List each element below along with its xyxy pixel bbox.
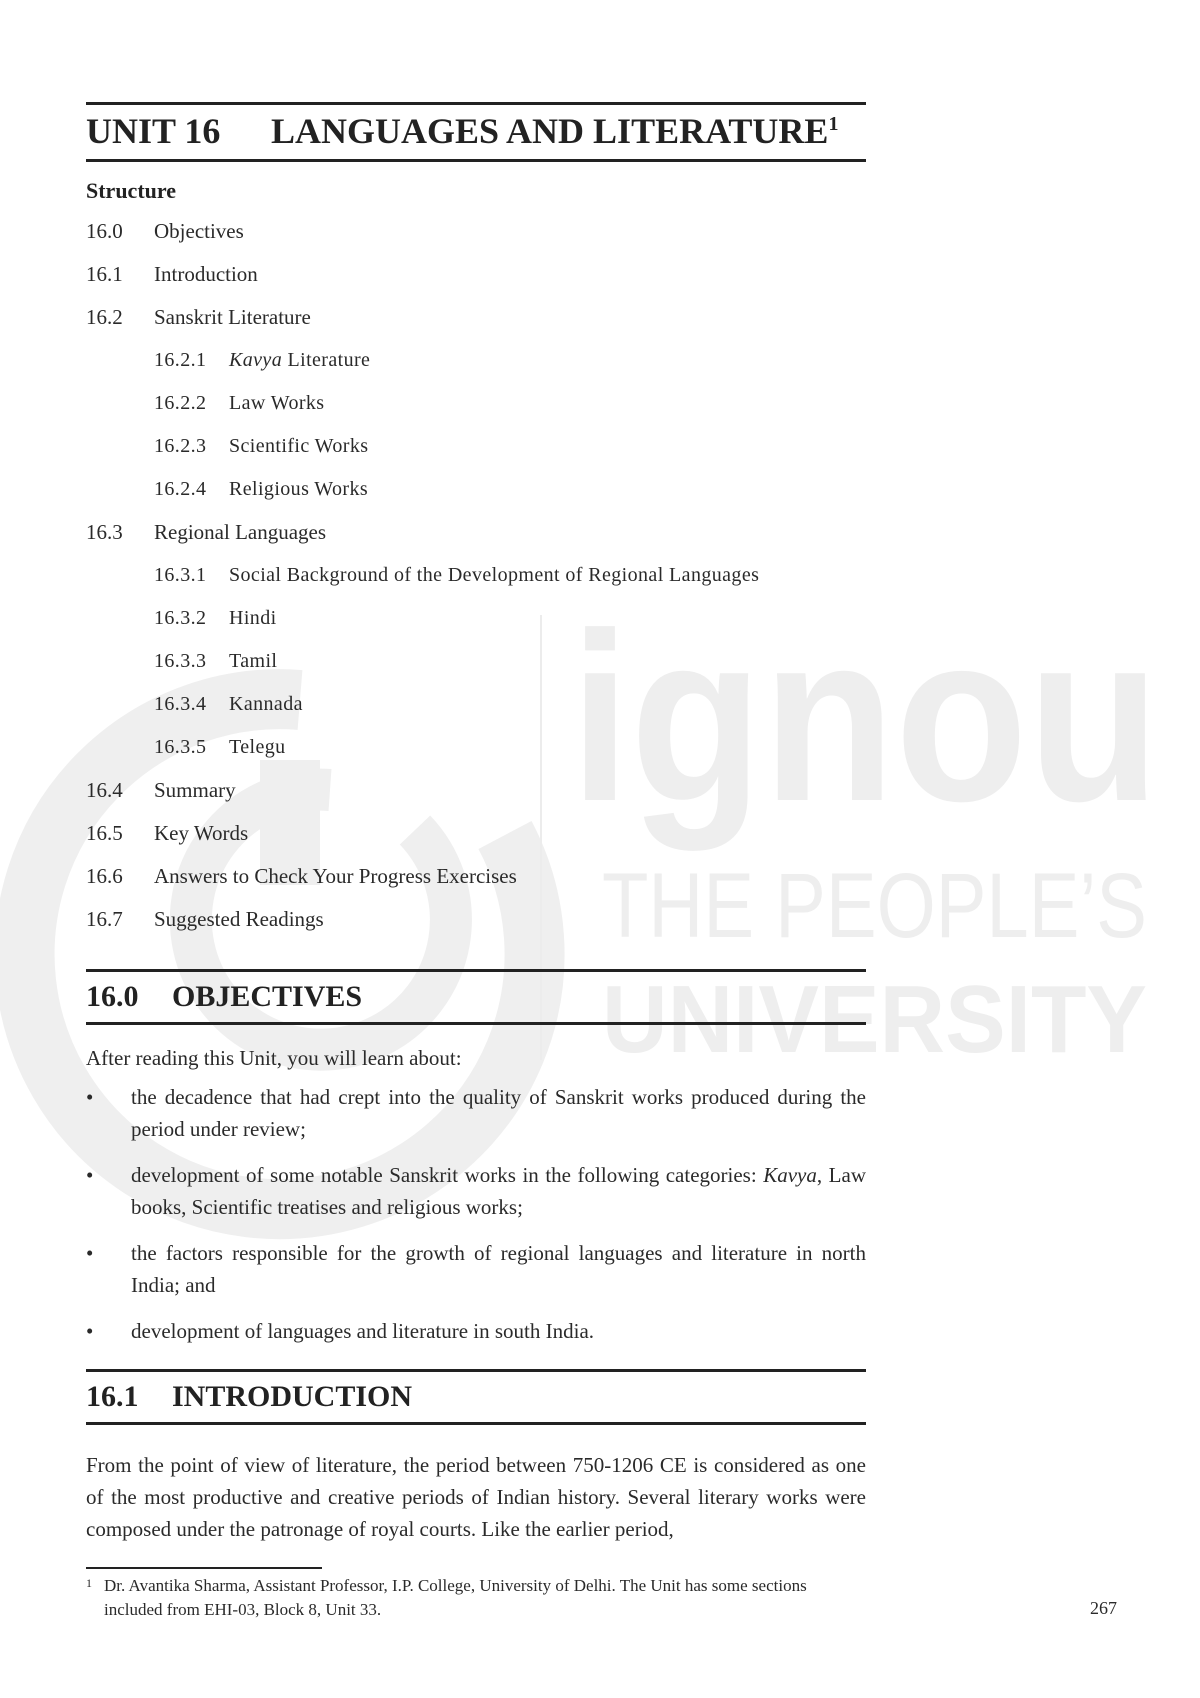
toc-subitem: 16.2.2 Law Works <box>154 392 325 414</box>
unit-title: LANGUAGES AND LITERATURE$^1$ <box>271 111 839 151</box>
page-number: 267 <box>1090 1598 1117 1618</box>
footnote <box>86 1574 866 1622</box>
toc-subitem: 16.3.4 Kannada <box>154 693 303 715</box>
toc-subitem: 16.2.1 Kavya Literature <box>154 349 371 371</box>
toc-item: 16.1 Introduction <box>86 262 258 286</box>
objectives-list <box>86 1081 866 1347</box>
objective-item: • development of some notable Sanskrit works in the following categories: Kavya, Law books, Scientific treatises and religious works; <box>86 1163 866 1219</box>
objective-item: • the decadence that had crept into the quality of Sanskrit works produced during the period under review; <box>86 1085 866 1141</box>
introduction-heading: 16.1 INTRODUCTION <box>86 1369 866 1425</box>
unit-heading <box>86 102 866 162</box>
toc-subitem: 16.2.4 Religious Works <box>154 478 369 500</box>
toc-subitem: 16.3.2 Hindi <box>154 607 277 629</box>
toc-item: 16.2 Sanskrit Literature <box>86 305 311 329</box>
toc-item: 16.6 Answers to Check Your Progress Exercises <box>86 864 517 888</box>
introduction-body: From the point of view of literature, the period between 750-1206 CE is considered as one of the most productive and creative periods of Indian history. Several literary works were composed under the patronage of royal courts. Like the earlier period, <box>86 1453 866 1541</box>
objective-item: • the factors responsible for the growth of regional languages and literature in north India; and <box>86 1241 866 1297</box>
toc-subitem: 16.3.1 Social Background of the Development of Regional Languages <box>154 564 760 586</box>
toc-item: 16.0 Objectives <box>86 219 244 243</box>
watermark-line2: UNIVERSITY <box>602 966 1147 1073</box>
objective-item: • development of languages and literature in south India. <box>86 1319 595 1343</box>
watermark-brand: ignou <box>570 583 1160 851</box>
objectives-heading: 16.0 OBJECTIVES <box>86 969 866 1025</box>
footnote-mark: 1 <box>86 1576 92 1590</box>
toc-subitem: 16.3.3 Tamil <box>154 650 278 672</box>
toc-subitem: 16.3.5 Telegu <box>154 736 286 758</box>
structure-list <box>86 210 866 941</box>
toc-item: 16.5 Key Words <box>86 821 249 845</box>
toc-subitem: 16.2.3 Scientific Works <box>154 435 369 457</box>
watermark-line1: THE PEOPLE’S <box>602 855 1147 957</box>
toc-item: 16.4 Summary <box>86 778 236 802</box>
unit-number: UNIT 16 <box>86 111 221 151</box>
toc-item: 16.3 Regional Languages <box>86 520 327 544</box>
page-content <box>86 102 866 1545</box>
objectives-lead: After reading this Unit, you will learn about: <box>86 1046 462 1070</box>
structure-label: Structure <box>86 178 177 203</box>
footnote-rule <box>86 1567 322 1569</box>
unit-footnote-mark: 1 <box>828 113 839 135</box>
toc-item: 16.7 Suggested Readings <box>86 907 324 931</box>
footnote-text: Dr. Avantika Sharma, Assistant Professor, I.P. College, University of Delhi. The Unit has some sections included from EHI-03, Block 8, Unit 33. <box>104 1576 807 1619</box>
